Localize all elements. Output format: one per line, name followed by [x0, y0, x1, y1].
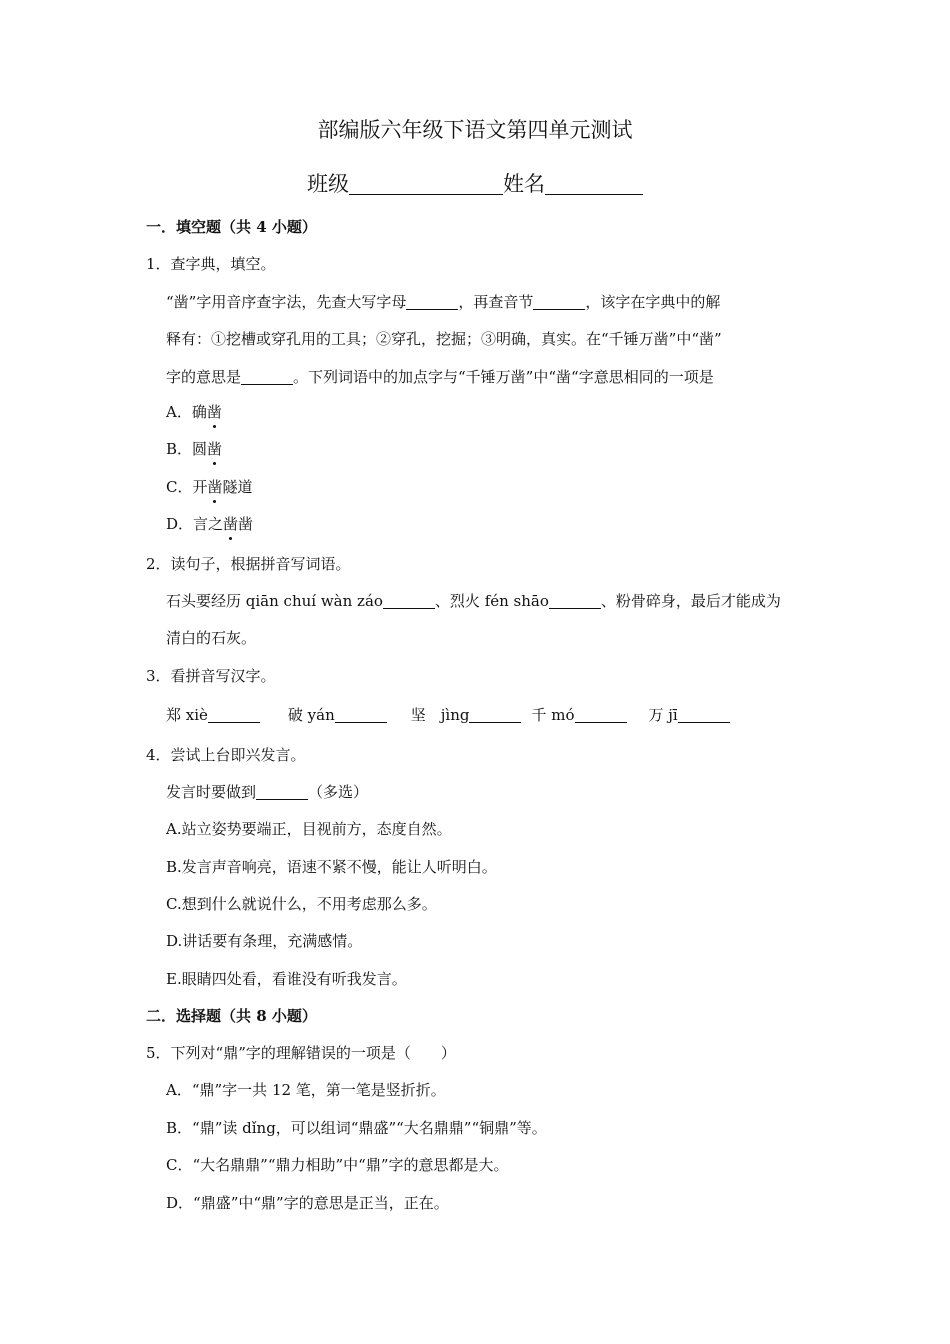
question-1-option-b: B．圆凿: [166, 440, 223, 458]
question-5-option-d: D．“鼎盛”中“鼎”字的意思是正当，正在。: [166, 1194, 449, 1212]
answer-blank[interactable]: [335, 705, 387, 723]
answer-blank[interactable]: [383, 591, 435, 609]
answer-blank[interactable]: [406, 292, 458, 310]
question-1-line-3: 字的意思是 。下列词语中的加点字与“千锤万凿”中“凿“字意思相同的一项是: [166, 368, 714, 386]
question-5-option-a: A．“鼎”字一共 12 笔，第一笔是竖折折。: [166, 1081, 446, 1099]
class-name-line: [0, 168, 950, 200]
pinyin-item: 坚 jìng: [410, 706, 470, 724]
name-label: 姓名: [503, 172, 545, 196]
pinyin-item: 万 jī: [648, 706, 678, 724]
question-1-line-2: 释有：①挖槽或穿孔用的工具；②穿孔，挖掘；③明确，真实。在“千锤万凿”中“凿”: [166, 330, 722, 348]
question-1-stem: 1．查字典，填空。: [146, 255, 276, 273]
question-4-stem: 4．尝试上台即兴发言。: [146, 746, 306, 764]
question-1-option-c: C．开凿隧道: [166, 478, 253, 496]
question-4-option-e: E.眼睛四处看，看谁没有听我发言。: [166, 970, 407, 988]
question-5-stem: 5．下列对“鼎”字的理解错误的一项是（ ）: [146, 1044, 456, 1062]
answer-blank[interactable]: [208, 705, 260, 723]
answer-blank[interactable]: [469, 705, 521, 723]
answer-blank[interactable]: [256, 782, 308, 800]
pinyin-item: 郑 xiè: [166, 706, 208, 724]
answer-blank[interactable]: [241, 367, 293, 385]
emphasized-character: 凿: [207, 478, 223, 496]
question-4-option-a: A.站立姿势要端正，目视前方，态度自然。: [166, 820, 452, 838]
question-4-prompt: 发言时要做到 （多选）: [166, 783, 369, 801]
question-3-items: [166, 704, 730, 726]
pinyin-item: 千 mó: [531, 706, 575, 724]
question-3-stem: 3．看拼音写汉字。: [146, 667, 276, 685]
pinyin-item: 破 yán: [287, 706, 335, 724]
class-label: 班级: [307, 172, 349, 196]
answer-blank[interactable]: [575, 705, 627, 723]
question-2-stem: 2．读句子，根据拼音写词语。: [146, 555, 351, 573]
question-5-option-b: B．“鼎”读 dǐng，可以组词“鼎盛”“大名鼎鼎”“铜鼎”等。: [166, 1119, 547, 1137]
emphasized-character: 凿: [223, 515, 239, 533]
question-4-option-b: B.发言声音响亮，语速不紧不慢，能让人听明白。: [166, 858, 497, 876]
answer-blank[interactable]: [678, 705, 730, 723]
emphasized-character: 凿: [206, 403, 222, 421]
answer-blank[interactable]: [549, 591, 601, 609]
question-4-option-c: C.想到什么就说什么，不用考虑那么多。: [166, 895, 437, 913]
question-1-option-a: A．确凿: [166, 403, 222, 421]
question-2-line-2: 清白的石灰。: [166, 629, 257, 647]
name-blank[interactable]: [545, 170, 643, 195]
page-title: 部编版六年级下语文第四单元测试: [317, 118, 633, 142]
section-heading-fill-in: 一．填空题（共 4 小题）: [146, 218, 317, 236]
question-1-option-d: D．言之凿凿: [166, 515, 254, 533]
answer-blank[interactable]: [533, 292, 585, 310]
class-blank[interactable]: [349, 170, 503, 195]
question-2-line-1: 石头要经历 qiān chuí wàn záo 、烈火 fén shāo 、粉骨碎身，最后才能成为: [166, 592, 781, 610]
question-4-option-d: D.讲话要有条理，充满感情。: [166, 932, 363, 950]
question-5-option-c: C．“大名鼎鼎”“鼎力相助”中“鼎”字的意思都是大。: [166, 1156, 509, 1174]
question-1-line-1: “凿”字用音序查字法，先查大写字母 ，再查音节 ，该字在字典中的解: [166, 293, 721, 311]
emphasized-character: 凿: [207, 440, 223, 458]
section-heading-multiple-choice: 二．选择题（共 8 小题）: [146, 1007, 317, 1025]
